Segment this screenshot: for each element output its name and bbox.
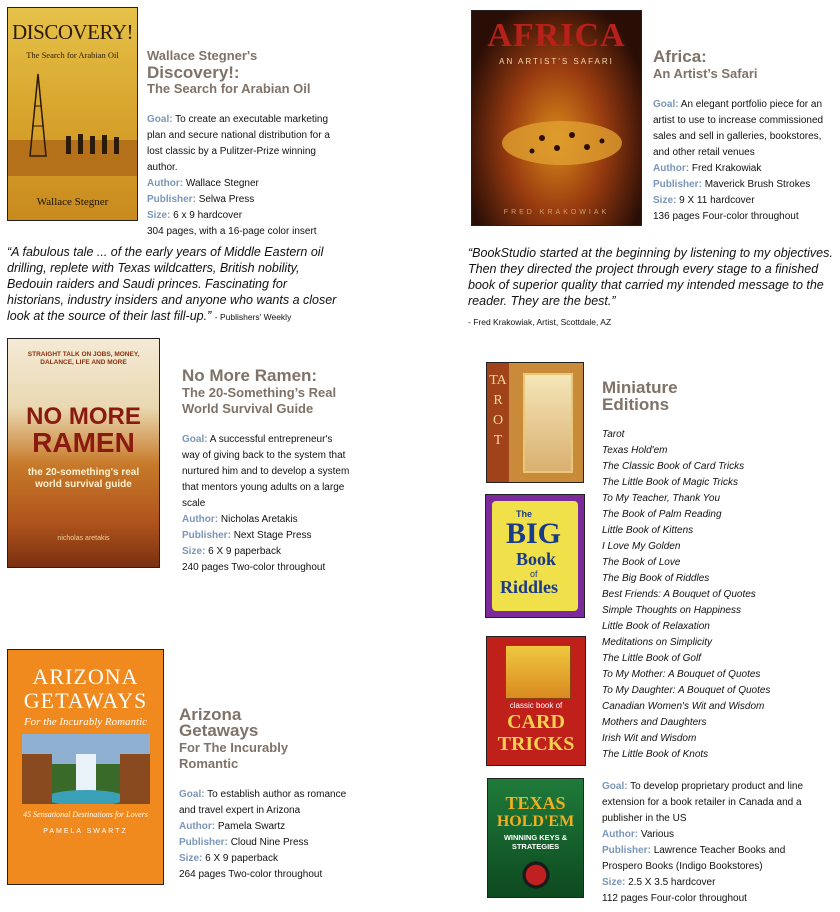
arizona-title-line1: Arizona bbox=[179, 705, 242, 724]
card-tricks-cover[interactable] bbox=[486, 636, 586, 766]
cover-title: AFRICA bbox=[487, 17, 626, 54]
miniature-info bbox=[602, 779, 807, 907]
author-row bbox=[602, 827, 807, 843]
size-row bbox=[653, 193, 835, 209]
cover-title-line1: NO MORE bbox=[26, 403, 141, 430]
size-label: Size: bbox=[602, 877, 626, 888]
author-label: Author: bbox=[182, 514, 219, 525]
miniature-title-item: The Classic Book of Card Tricks bbox=[602, 461, 745, 472]
author-value: Fred Krakowiak bbox=[691, 163, 762, 174]
size-value: 6 x 9 hardcover bbox=[173, 210, 243, 221]
publisher-label: Publisher: bbox=[147, 194, 196, 205]
africa-cover[interactable] bbox=[471, 10, 642, 226]
publisher-value: Lawrence Teacher Books and Prospero Books (Indigo Bookstores) bbox=[602, 845, 786, 872]
cover-title-texas: TEXAS bbox=[505, 793, 566, 813]
size-row bbox=[147, 208, 342, 224]
miniature-title-item: To My Mother: A Bouquet of Quotes bbox=[602, 669, 761, 680]
miniature-title-item: The Little Book of Golf bbox=[602, 653, 701, 664]
size-row bbox=[602, 875, 807, 891]
cover-title-of: of bbox=[530, 569, 538, 579]
cards-text-small: classic book of bbox=[509, 701, 563, 710]
size-value: 6 X 9 paperback bbox=[208, 546, 281, 557]
miniature-title-item: Tarot bbox=[602, 429, 625, 440]
miniature-title-item: The Little Book of Knots bbox=[602, 749, 709, 760]
publisher-row bbox=[182, 528, 352, 544]
cover-title-line2: GETAWAYS bbox=[23, 688, 148, 713]
goal-row bbox=[147, 112, 342, 176]
goal-row bbox=[602, 779, 807, 827]
arizona-info bbox=[179, 787, 354, 883]
discovery-title-line2: Discovery!: bbox=[147, 63, 240, 82]
ramen-cover[interactable] bbox=[7, 338, 160, 568]
cover-author: PAMELA SWARTZ bbox=[43, 828, 128, 835]
author-row bbox=[182, 512, 352, 528]
miniature-title-item: Irish Wit and Wisdom bbox=[602, 733, 697, 744]
author-label: Author: bbox=[147, 178, 184, 189]
size-label: Size: bbox=[179, 853, 203, 864]
quote-attribution: - Fred Krakowiak, Artist, Scottdale, AZ bbox=[468, 317, 612, 327]
author-row bbox=[147, 176, 342, 192]
pages-value: 136 pages Four-color throughout bbox=[653, 211, 799, 222]
cards-text-tricks: TRICKS bbox=[497, 733, 575, 755]
leopard-image bbox=[472, 73, 642, 203]
pages-value: 240 pages Two-color throughout bbox=[182, 562, 326, 573]
author-label: Author: bbox=[653, 163, 690, 174]
cover-subtitle: the 20-something's real world survival guide bbox=[27, 467, 140, 490]
africa-title-line2: An Artist’s Safari bbox=[653, 66, 758, 81]
miniature-title-item: The Big Book of Riddles bbox=[602, 573, 710, 584]
discovery-quote bbox=[7, 244, 342, 325]
goal-text: An elegant portfolio piece for an artist to use to increase commissioned sales and sell in galleries, bookstores, and other retail venues bbox=[653, 99, 824, 158]
quote-attribution: - Publishers' Weekly bbox=[214, 312, 292, 322]
pages-value: 304 pages, with a 16-page color insert bbox=[147, 226, 317, 237]
cover-author: FRED KRAKOWIAK bbox=[503, 209, 610, 216]
miniature-title-item: Texas Hold'em bbox=[602, 445, 668, 456]
arizona-title-line2: Getaways bbox=[179, 721, 259, 740]
riddles-cover[interactable] bbox=[485, 494, 585, 618]
ramen-info bbox=[182, 432, 352, 576]
cover-subtitle: For the Incurably Romantic bbox=[23, 716, 148, 728]
miniature-title-item: Mothers and Daughters bbox=[602, 717, 707, 728]
size-label: Size: bbox=[147, 210, 171, 221]
miniature-title-line2: Editions bbox=[602, 395, 670, 414]
publisher-value: Cloud Nine Press bbox=[230, 837, 309, 848]
publisher-value: Next Stage Press bbox=[233, 530, 312, 541]
miniature-title-item: The Little Book of Magic Tricks bbox=[602, 477, 738, 488]
cover-author: nicholas aretakis bbox=[57, 535, 110, 542]
publisher-value: Selwa Press bbox=[198, 194, 255, 205]
cover-title-line1: ARIZONA bbox=[32, 664, 139, 689]
miniature-title-item: Little Book of Kittens bbox=[602, 525, 694, 536]
cards-text-card: CARD bbox=[507, 711, 565, 733]
size-value: 9 X 11 hardcover bbox=[679, 195, 755, 206]
cover-title-big: BIG bbox=[506, 517, 562, 550]
goal-text: To develop proprietary product and line extension for a book retailer in Canada and a publisher in the US bbox=[602, 781, 804, 824]
ramen-title-line3: World Survival Guide bbox=[182, 401, 314, 416]
arizona-title-line3: For The Incurably bbox=[179, 740, 289, 755]
author-label: Author: bbox=[179, 821, 216, 832]
goal-row bbox=[182, 432, 352, 512]
miniature-title-item: Best Friends: A Bouquet of Quotes bbox=[602, 589, 756, 600]
cover-subtitle: AN ARTIST'S SAFARI bbox=[499, 57, 614, 66]
discovery-title-line1: Wallace Stegner's bbox=[147, 48, 258, 63]
tarot-card-art bbox=[523, 373, 573, 473]
goal-text: To establish author as romance and travel expert in Arizona bbox=[179, 789, 347, 816]
cover-title-riddles: Riddles bbox=[500, 577, 559, 597]
cover-title-holdem: HOLD'EM bbox=[496, 813, 575, 830]
waterfall-image bbox=[22, 734, 150, 804]
cover-subtitle: The Search for Arabian Oil bbox=[26, 50, 119, 60]
ramen-title-line2: The 20-Something’s Real bbox=[182, 385, 337, 400]
publisher-value: Maverick Brush Strokes bbox=[704, 179, 811, 190]
poker-chips-art bbox=[506, 861, 566, 889]
cover-title-line2: RAMEN bbox=[32, 427, 135, 458]
goal-label: Goal: bbox=[179, 789, 205, 800]
pages-value: 264 pages Two-color throughout bbox=[179, 869, 323, 880]
publisher-label: Publisher: bbox=[179, 837, 228, 848]
playing-card-art bbox=[505, 645, 571, 699]
author-value: Nicholas Aretakis bbox=[220, 514, 298, 525]
miniature-title-item: Little Book of Relaxation bbox=[602, 621, 710, 632]
author-label: Author: bbox=[602, 829, 639, 840]
arizona-cover[interactable] bbox=[7, 649, 164, 885]
size-row bbox=[179, 851, 354, 867]
size-label: Size: bbox=[653, 195, 677, 206]
size-row bbox=[182, 544, 352, 560]
oil-derrick-image bbox=[8, 66, 138, 176]
goal-text: To create an executable marketing plan and secure national distribution for a lost classic by a Pulitzer-Prize winning author. bbox=[147, 114, 330, 173]
goal-label: Goal: bbox=[182, 434, 208, 445]
cover-author: Wallace Stegner bbox=[36, 196, 109, 208]
ramen-title-line1: No More Ramen: bbox=[182, 366, 318, 385]
goal-row bbox=[179, 787, 354, 819]
miniature-title-item: To My Daughter: A Bouquet of Quotes bbox=[602, 685, 771, 696]
africa-title-line1: Africa: bbox=[653, 47, 707, 66]
cover-title: TAROT bbox=[489, 373, 507, 448]
miniature-titles-list bbox=[602, 427, 832, 763]
goal-text: A successful entrepreneur's way of giving back to the system that nurtured him and to develop a system that mentors young adults on a large scale bbox=[182, 434, 350, 509]
quote-text: “A fabulous tale ... of the early years of Middle Eastern oil drilling, replete with Texas wildcatters, British nobility, Bedouin raiders and Saudi princes. Fascinating for historians, industry insiders and anyone who wants a closer look at the source of their last fill-up.” bbox=[7, 245, 337, 323]
publisher-row bbox=[147, 192, 342, 208]
publisher-row bbox=[602, 843, 807, 875]
texas-holdem-cover[interactable] bbox=[487, 778, 584, 898]
publisher-label: Publisher: bbox=[602, 845, 651, 856]
author-value: Wallace Stegner bbox=[185, 178, 259, 189]
publisher-label: Publisher: bbox=[182, 530, 231, 541]
pages-value: 112 pages Four-color throughout bbox=[602, 893, 747, 904]
publisher-label: Publisher: bbox=[653, 179, 702, 190]
cover-tagline: STRAIGHT TALK ON JOBS, MONEY, DALANCE, LIFE AND MORE bbox=[27, 351, 140, 366]
miniature-title-item: I Love My Golden bbox=[602, 541, 681, 552]
africa-info bbox=[653, 97, 835, 225]
miniature-title-item: Simple Thoughts on Happiness bbox=[602, 605, 741, 616]
cover-title-the: The bbox=[516, 509, 533, 519]
author-value: Various bbox=[640, 829, 675, 840]
cover-subtitle: WINNING KEYS & STRATEGIES bbox=[503, 833, 568, 851]
miniature-title-item: The Book of Love bbox=[602, 557, 681, 568]
author-row bbox=[179, 819, 354, 835]
goal-label: Goal: bbox=[602, 781, 628, 792]
author-value: Pamela Swartz bbox=[217, 821, 286, 832]
author-row bbox=[653, 161, 835, 177]
goal-row bbox=[653, 97, 835, 161]
publisher-row bbox=[653, 177, 835, 193]
publisher-row bbox=[179, 835, 354, 851]
cover-title-book: Book bbox=[516, 549, 557, 569]
discovery-info bbox=[147, 112, 342, 240]
cover-banner: 45 Sensational Destinations for Lovers bbox=[23, 810, 148, 819]
discovery-cover[interactable] bbox=[7, 7, 138, 221]
arizona-title-line4: Romantic bbox=[179, 756, 239, 771]
size-value: 2.5 X 3.5 hardcover bbox=[628, 877, 716, 888]
discovery-title-line3: The Search for Arabian Oil bbox=[147, 81, 311, 96]
cover-title: DISCOVERY! bbox=[11, 20, 133, 44]
miniature-title-item: Meditations on Simplicity bbox=[602, 637, 713, 648]
miniature-title-item: The Book of Palm Reading bbox=[602, 509, 722, 520]
miniature-title-line1: Miniature bbox=[602, 378, 678, 397]
goal-label: Goal: bbox=[147, 114, 173, 125]
miniature-title-item: Canadian Women's Wit and Wisdom bbox=[602, 701, 765, 712]
goal-label: Goal: bbox=[653, 99, 679, 110]
tarot-cover[interactable] bbox=[486, 362, 584, 483]
miniature-title-item: To My Teacher, Thank You bbox=[602, 493, 721, 504]
size-label: Size: bbox=[182, 546, 206, 557]
africa-quote bbox=[468, 245, 836, 330]
size-value: 6 X 9 paperback bbox=[205, 853, 278, 864]
quote-text: “BookStudio started at the beginning by listening to my objectives. Then they directed the project through every stage to a finished book of superior quality that carried my intended message to the reader. They are the best.” bbox=[468, 246, 833, 308]
